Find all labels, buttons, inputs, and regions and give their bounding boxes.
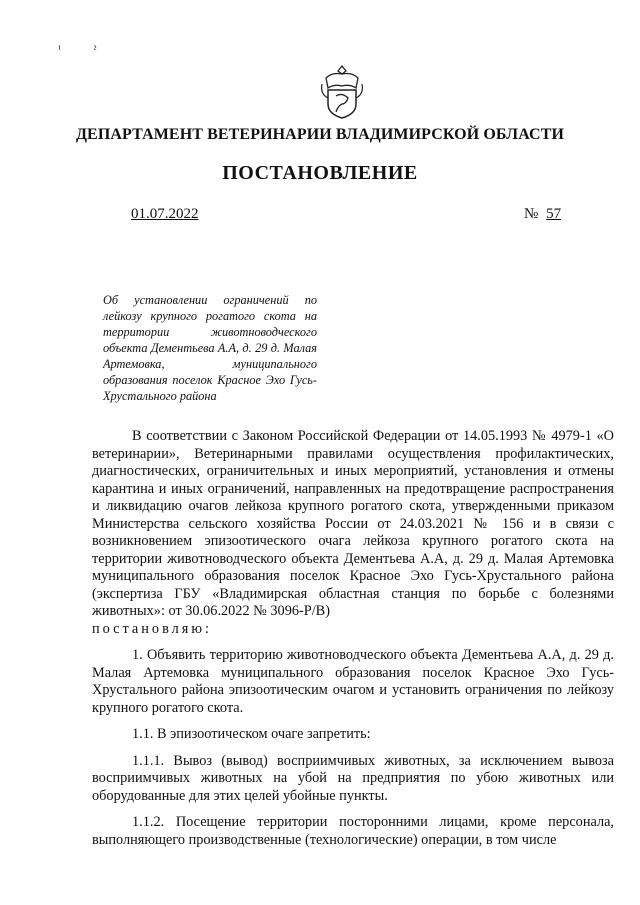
corner-mark: ² [93, 44, 97, 55]
list-item: 1.1.2. Посещение территории посторонними лицами, кроме персонала, выполняющего производственные (технологические) операции, в том числе [92, 814, 614, 848]
document-date [131, 206, 199, 223]
preamble-paragraph: В соответствии с Законом Российской Федерации от 14.05.1993 № 4979-1 «О ветеринарии», Ветеринарными правилами осуществления профилактических, диагностических, ограничительных и иных мероприятий, установления и отмены карантина и иных ограничений, направленных на предотвращение распространения и ликвидацию очагов лейкоза крупного рогатого скота, утвержденными приказом Министерства сельского хозяйства России от 24.03.2021 № 156 и в связи с возникновением эпизоотического очага лейкоза крупного рогатого скота на территории животноводческого объекта Дементьева А.А, д. 29 д. Малая Артемовка муниципального образования поселок Красное Эхо Гусь-Хрустального района (экспертиза ГБУ «Владимирская областная станция по борьбе с болезнями животных»: от 30.06.2022 № 3096-Р/В) [92, 428, 614, 619]
list-item: 1.1.1. Вывоз (вывод) восприимчивых животных, за исключением вывоза восприимчивых животных на убой на предприятия по убою животных или оборудованные для этих целей убойные пункты. [92, 752, 614, 804]
list-item: 1. Объявить территорию животноводческого объекта Дементьева А.А, д. 29 д. Малая Артемовка муниципального образования поселок Красное Эхо Гусь-Хрустального района эпизоотическим очагом и установить ограничения по лейкозу крупного рогатого скота. [92, 647, 614, 716]
resolve-line [92, 621, 614, 639]
document-subject: Об установлении ограничений по лейкозу крупного рогатого скота на территории животноводческого объекта Дементьева А.А, д. 29 д. Малая Артемовка, муниципального образования поселок Красное Эхо Гусь-Хрустального района [103, 293, 317, 403]
department-name: ДЕПАРТАМЕНТ ВЕТЕРИНАРИИ ВЛАДИМИРСКОЙ ОБЛАСТИ [75, 126, 565, 143]
corner-marks [58, 44, 127, 55]
number-value: 57 [546, 206, 562, 222]
document-number [524, 206, 561, 223]
corner-mark: ¹ [58, 44, 61, 55]
number-prefix: № [524, 206, 539, 222]
date-value: 01.07.2022 [131, 206, 199, 222]
resolve-word: постановляю: [92, 620, 212, 637]
document-body [92, 428, 614, 849]
document-title: ПОСТАНОВЛЕНИЕ [222, 162, 418, 184]
coat-of-arms-icon [318, 62, 366, 122]
list-item: 1.1. В эпизоотическом очаге запретить: [132, 726, 371, 742]
